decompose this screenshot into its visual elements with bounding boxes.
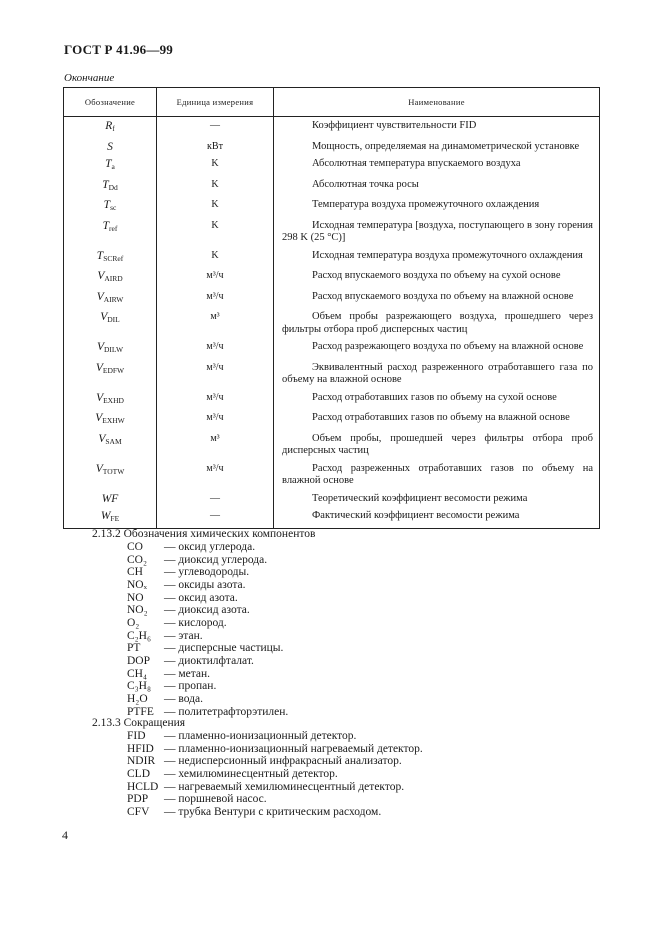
unit-cell: — (157, 117, 274, 138)
description-text: Фактический коэффициент весомости режима (312, 510, 520, 521)
symbol-letter: V (95, 462, 103, 475)
symbol-cell (64, 176, 157, 197)
symbol-cell (64, 288, 157, 309)
table-row (64, 389, 600, 410)
item-abbreviation: NO (127, 591, 144, 604)
description-cell (274, 176, 600, 197)
chemical-list (0, 541, 661, 718)
item-abbreviation: CO₂ (127, 553, 147, 566)
description-cell (274, 267, 600, 288)
description-text: Исходная температура воздуха промежуточного охлаждения (312, 249, 583, 261)
table-row (64, 176, 600, 197)
table-row (64, 217, 600, 247)
item-description: — кислород. (164, 617, 227, 630)
symbol-cell (64, 196, 157, 217)
symbol-cell (64, 267, 157, 288)
symbol-subscript: DILW (104, 345, 124, 354)
item-abbreviation: HCLD (127, 780, 159, 793)
item-abbreviation: FID (127, 730, 146, 743)
table-row (64, 117, 600, 138)
item-description: — хемилюминесцентный детектор. (164, 768, 338, 781)
list-item (0, 768, 661, 781)
symbol-letter: V (95, 412, 103, 424)
description-cell (274, 409, 600, 430)
unit-cell: K (157, 155, 274, 176)
description-cell (274, 288, 600, 309)
symbol-cell (64, 155, 157, 176)
table-row (64, 247, 600, 268)
table-row (64, 490, 600, 508)
list-item (0, 604, 661, 617)
symbol-cell (64, 117, 157, 138)
symbol-letter: V (96, 341, 104, 353)
symbol-letter: V (96, 391, 104, 404)
unit-cell: м³/ч (157, 359, 274, 389)
symbol-letter: WF (101, 492, 119, 505)
table-row (64, 155, 600, 176)
list-item (0, 730, 661, 743)
item-abbreviation: CFV (127, 806, 150, 819)
symbol-cell (64, 507, 157, 528)
symbol-cell (64, 138, 157, 156)
symbol-letter: W (100, 510, 111, 522)
item-abbreviation: CO (127, 541, 143, 554)
unit-cell: — (157, 490, 274, 508)
table-row (64, 338, 600, 359)
description-cell (274, 430, 600, 460)
item-description: — трубка Вентури с критическим расходом. (164, 806, 382, 819)
item-description: — этан. (164, 629, 203, 642)
symbol-cell (64, 430, 157, 460)
symbol-cell (64, 247, 157, 268)
document-header: ГОСТ Р 41.96—99 (64, 42, 173, 57)
symbol-letter: V (97, 270, 105, 282)
item-abbreviation: C₃H₈ (127, 680, 151, 693)
list-item (0, 693, 661, 706)
table-row (64, 267, 600, 288)
unit-cell: K (157, 217, 274, 247)
column-header: Наименование (274, 88, 600, 117)
table-row (64, 460, 600, 490)
item-abbreviation: NO₂ (127, 604, 148, 617)
symbol-letter: V (96, 290, 104, 303)
description-text: Коэффициент чувствительности FID (312, 120, 477, 131)
item-abbreviation: DOP (127, 654, 151, 667)
item-abbreviation: PT (127, 642, 141, 655)
symbol-subscript: f (112, 124, 115, 133)
description-cell (274, 308, 600, 338)
description-cell (274, 247, 600, 268)
unit-cell: — (157, 507, 274, 528)
item-description: — диоксид азота. (164, 604, 250, 617)
item-description: — диоксид углерода. (164, 553, 268, 566)
item-abbreviation: CLD (127, 768, 150, 781)
table-body (64, 117, 600, 529)
item-description: — оксиды азота. (164, 579, 246, 592)
item-abbreviation: C₂H₆ (127, 629, 151, 642)
item-description: — пламенно-ионизационный детектор. (164, 730, 357, 743)
item-description: — углеводороды. (164, 566, 250, 579)
unit-cell: м³ (157, 308, 274, 338)
item-description: — диоктилфталат. (164, 654, 254, 667)
symbol-subscript: sc (110, 203, 117, 212)
section-heading: 2.13.2 Обозначения химических компонентов (92, 528, 316, 540)
unit-cell: м³/ч (157, 267, 274, 288)
column-header: Единица измерения (157, 88, 274, 117)
item-description: — оксид углерода. (164, 541, 256, 554)
description-cell (274, 507, 600, 528)
list-item (0, 755, 661, 768)
unit-cell: K (157, 247, 274, 268)
list-item (0, 579, 661, 592)
symbol-letter: T (105, 158, 112, 170)
table-row (64, 308, 600, 338)
table-row (64, 138, 600, 156)
page-number: 4 (62, 828, 68, 842)
list-item (0, 617, 661, 630)
item-description: — нагреваемый хемилюминесцентный детектор. (164, 780, 405, 793)
table-row (64, 196, 600, 217)
item-description: — недисперсионный инфракрасный анализатор. (164, 755, 402, 768)
symbol-cell (64, 308, 157, 338)
list-item (0, 743, 661, 756)
table-caption: Окончание (64, 72, 115, 84)
unit-cell: м³/ч (157, 460, 274, 490)
symbol-subscript: AIRD (104, 274, 123, 283)
description-text: Мощность, определяемая на динамометрической установке (312, 140, 580, 152)
symbol-letter: R (105, 120, 113, 132)
item-description: — метан. (164, 667, 211, 680)
symbol-letter: V (95, 361, 103, 374)
unit-cell: м³/ч (157, 409, 274, 430)
unit-cell: м³/ч (157, 338, 274, 359)
item-abbreviation: NDIR (127, 755, 156, 768)
symbols-table (63, 87, 600, 529)
symbol-letter: T (102, 219, 110, 232)
symbol-cell (64, 409, 157, 430)
symbol-letter: V (98, 432, 106, 445)
unit-cell: м³/ч (157, 389, 274, 410)
abbreviation-list (0, 730, 661, 818)
symbol-cell (64, 490, 157, 508)
symbol-letter: T (102, 178, 109, 191)
item-description: — оксид азота. (164, 591, 238, 604)
item-description: — политетрафторэтилен. (164, 705, 289, 718)
unit-cell: м³ (157, 430, 274, 460)
symbol-cell (64, 359, 157, 389)
list-item (0, 781, 661, 794)
unit-cell: K (157, 176, 274, 197)
item-abbreviation: O₂ (127, 617, 140, 630)
symbol-subscript: ref (109, 223, 118, 233)
description-text: Расход впускаемого воздуха по объему на влажной основе (312, 290, 574, 302)
symbol-cell (64, 217, 157, 247)
item-description: — поршневой насос. (164, 793, 267, 806)
table-row (64, 430, 600, 460)
description-cell (274, 490, 600, 508)
list-item (0, 806, 661, 819)
list-item (0, 793, 661, 806)
table-row (64, 409, 600, 430)
item-abbreviation: NOₓ (127, 579, 147, 592)
item-abbreviation: HFID (127, 742, 154, 755)
item-description: — пламенно-ионизационный нагреваемый детектор. (164, 742, 423, 755)
description-cell (274, 117, 600, 138)
table-row (64, 359, 600, 389)
symbol-letter: S (107, 140, 113, 153)
item-abbreviation: PDP (127, 793, 149, 806)
description-text: Исходная температура [воздуха, поступающего в зону горения 298 K (25 °C)] (282, 219, 593, 243)
description-cell (274, 338, 600, 359)
symbol-subscript: EDFW (102, 365, 125, 375)
item-abbreviation: CH (127, 566, 143, 579)
list-item (0, 592, 661, 605)
symbol-cell (64, 389, 157, 410)
list-item (0, 680, 661, 693)
chemical-symbols-section (0, 528, 661, 718)
description-cell (274, 138, 600, 156)
symbol-cell (64, 460, 157, 490)
item-description: — вода. (164, 692, 203, 705)
description-cell (274, 217, 600, 247)
column-header: Обозначение (64, 88, 157, 117)
list-item (0, 655, 661, 668)
description-cell (274, 196, 600, 217)
list-item (0, 642, 661, 655)
symbol-subscript: FE (110, 514, 120, 523)
description-text: Расход разрежающего воздуха по объему на влажной основе (312, 341, 584, 352)
list-item (0, 566, 661, 579)
symbol-subscript: a (111, 162, 115, 171)
symbol-subscript: AIRW (103, 294, 124, 304)
item-abbreviation: H₂O (127, 692, 148, 705)
item-abbreviation: PTFE (127, 705, 154, 718)
item-description: — пропан. (164, 680, 217, 693)
unit-cell: кВт (157, 138, 274, 156)
table-row (64, 288, 600, 309)
section-heading: 2.13.3 Сокращения (92, 717, 186, 729)
list-item (0, 554, 661, 567)
description-text: Расход впускаемого воздуха по объему на сухой основе (312, 270, 561, 281)
symbol-subscript: SCRef (103, 253, 124, 263)
symbol-subscript: EXHD (103, 395, 124, 405)
description-cell (274, 460, 600, 490)
item-description: — дисперсные частицы. (164, 642, 284, 655)
unit-cell: K (157, 196, 274, 217)
description-text: Расход отработавших газов по объему на влажной основе (312, 412, 570, 423)
description-text: Температура воздуха промежуточного охлаждения (312, 199, 540, 210)
symbol-subscript: TOTW (102, 466, 125, 476)
symbol-letter: T (103, 199, 111, 211)
symbol-subscript: Dd (108, 182, 118, 192)
list-item (0, 541, 661, 554)
list-item (0, 630, 661, 643)
description-cell (274, 389, 600, 410)
symbol-subscript: EXHW (102, 416, 125, 425)
description-text: Объем пробы, прошедшей через фильтры отбора проб дисперсных частиц (282, 432, 593, 456)
symbol-subscript: DIL (107, 315, 120, 324)
description-text: Абсолютная точка росы (312, 178, 419, 190)
description-text: Эквивалентный расход разреженного отработавшего газа по объему на влажной основе (282, 361, 593, 385)
description-text: Абсолютная температура впускаемого воздуха (312, 158, 521, 169)
description-text: Объем пробы разрежающего воздуха, прошедшего через фильтры отбора проб дисперсных частиц (282, 311, 593, 335)
table-header-row (64, 88, 600, 117)
abbreviations-section (0, 717, 661, 819)
item-abbreviation: CH₄ (127, 667, 147, 680)
description-text: Теоретический коэффициент весомости режима (312, 492, 528, 504)
description-text: Расход разреженных отработавших газов по объему на влажной основе (282, 462, 593, 486)
list-item (0, 668, 661, 681)
description-cell (274, 359, 600, 389)
table-row (64, 507, 600, 528)
symbol-subscript: SAM (105, 436, 122, 446)
symbol-letter: V (100, 311, 108, 323)
unit-cell: м³/ч (157, 288, 274, 309)
symbol-cell (64, 338, 157, 359)
description-text: Расход отработавших газов по объему на сухой основе (312, 391, 557, 403)
symbol-letter: T (96, 249, 104, 262)
description-cell (274, 155, 600, 176)
